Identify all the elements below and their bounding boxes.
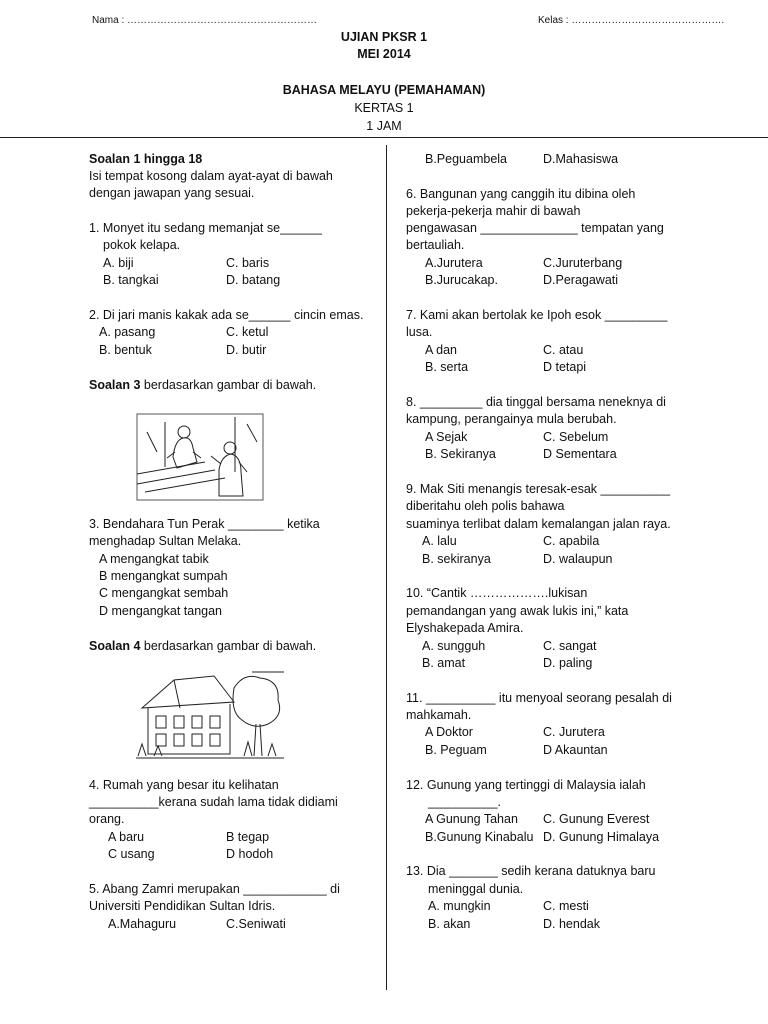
name-field: Nama : ………………………………………………… [92,15,318,26]
option: B. akan [428,917,471,931]
option: D.Peragawati [543,273,619,287]
question-text: pokok kelapa. [103,238,181,252]
option: C. Sebelum [543,430,609,444]
question-text: 12. Gunung yang tertinggi di Malaysia ialah [406,778,646,792]
question-text: 11. __________ itu menyoal seorang pesalah di [406,691,672,705]
old-house-illustration [134,668,286,764]
option: C. baris [226,256,270,270]
option: A. biji [103,256,134,270]
question-text: 6. Bangunan yang canggih itu dibina oleh [406,187,636,201]
section-title: Soalan 1 hingga 18 [89,152,203,166]
option: C. apabila [543,534,600,548]
section-heading-4 [89,638,316,656]
question-text: Elyshakepada Amira. [406,621,524,635]
option: C. Gunung Everest [543,812,650,826]
question-text: 7. Kami akan bertolak ke Ipoh esok _________ [406,308,668,322]
option: B. bentuk [99,343,152,357]
question-text: 2. Di jari manis kakak ada se______ cincin emas. [89,308,364,322]
section-label: Soalan 3 [89,378,141,392]
question-text: meninggal dunia. [428,882,524,896]
exam-date: MEI 2014 [357,47,411,61]
option: D. batang [226,273,281,287]
question-text: pekerja-pekerja mahir di bawah [406,204,581,218]
option: B. serta [425,360,469,374]
option: B. sekiranya [422,552,491,566]
question-text: Universiti Pendidikan Sultan Idris. [89,899,276,913]
question-text: pemandangan yang awak lukis ini,” kata [406,604,629,618]
option: A. mungkin [428,899,491,913]
question-text: 1. Monyet itu sedang memanjat se______ [89,221,322,235]
section-label-rest: berdasarkan gambar di bawah. [140,378,317,392]
paper-label: KERTAS 1 [354,101,414,115]
option: B. Peguam [425,743,487,757]
instruction-line: dengan jawapan yang sesuai. [89,186,255,200]
option: D. Gunung Himalaya [543,830,660,844]
option: B. Sekiranya [425,447,496,461]
option: D. walaupun [543,552,613,566]
question-text: orang. [89,812,125,826]
option: B. amat [422,656,466,670]
instruction-line: Isi tempat kosong dalam ayat-ayat di bawah [89,169,333,183]
class-field: Kelas : ………………………………………. [538,15,725,26]
question-text: 9. Mak Siti menangis teresak-esak __________ [406,482,671,496]
court-scene-illustration [135,412,265,502]
option: D. butir [226,343,267,357]
option: D hodoh [226,847,274,861]
option: C.Seniwati [226,917,286,931]
section-label: Soalan 4 [89,639,141,653]
option: A Sejak [425,430,468,444]
option: A mengangkat tabik [99,552,209,566]
option: B. tangkai [103,273,159,287]
option: B tegap [226,830,270,844]
option: A. lalu [422,534,457,548]
option: B.Peguambela [425,152,508,166]
question-text: 13. Dia _______ sedih kerana datuknya baru [406,864,656,878]
option: D.Mahasiswa [543,152,619,166]
question-text: menghadap Sultan Melaka. [89,534,242,548]
section-heading-3 [89,377,316,395]
question-text: 4. Rumah yang besar itu kelihatan [89,778,279,792]
option: A dan [425,343,457,357]
question-text: pengawasan ______________ tempatan yang [406,221,664,235]
header-divider [0,137,768,138]
option: D Akauntan [543,743,608,757]
question-text: suaminya terlibat dalam kemalangan jalan raya. [406,517,671,531]
option: A.Jurutera [425,256,483,270]
option: B mengangkat sumpah [99,569,228,583]
option: C mengangkat sembah [99,586,229,600]
question-text: kampung, perangainya mula berubah. [406,412,617,426]
option: D. hendak [543,917,600,931]
option: C usang [108,847,155,861]
option: C. mesti [543,899,589,913]
question-text: __________kerana sudah lama tidak didiami [89,795,338,809]
question-text: 8. _________ dia tinggal bersama neneknya di [406,395,666,409]
question-text: bertauliah. [406,238,465,252]
question-text: __________. [428,795,501,809]
option: D. paling [543,656,593,670]
section-label-rest: berdasarkan gambar di bawah. [140,639,317,653]
option: B.Gunung Kinabalu [425,830,534,844]
option: A Gunung Tahan [425,812,518,826]
option: A baru [108,830,145,844]
question-text: lusa. [406,325,433,339]
option: C. ketul [226,325,269,339]
question-text: 3. Bendahara Tun Perak ________ ketika [89,517,320,531]
duration-label: 1 JAM [366,119,402,133]
option: A Doktor [425,725,473,739]
option: C.Juruterbang [543,256,623,270]
option: D Sementara [543,447,617,461]
option: C. atau [543,343,584,357]
question-text: diberitahu oleh polis bahawa [406,499,565,513]
option: C. sangat [543,639,597,653]
option: D tetapi [543,360,587,374]
question-text: mahkamah. [406,708,472,722]
question-text: 5. Abang Zamri merupakan ____________ di [89,882,340,896]
subject-title: BAHASA MELAYU (PEMAHAMAN) [282,83,486,97]
question-text: 10. “Cantik ……………….lukisan [406,586,588,600]
option: A. sungguh [422,639,486,653]
option: A.Mahaguru [108,917,177,931]
option: D mengangkat tangan [99,604,223,618]
exam-title: UJIAN PKSR 1 [340,30,428,44]
option: B.Jurucakap. [425,273,498,287]
column-divider [386,145,387,990]
option: C. Jurutera [543,725,605,739]
option: A. pasang [99,325,156,339]
